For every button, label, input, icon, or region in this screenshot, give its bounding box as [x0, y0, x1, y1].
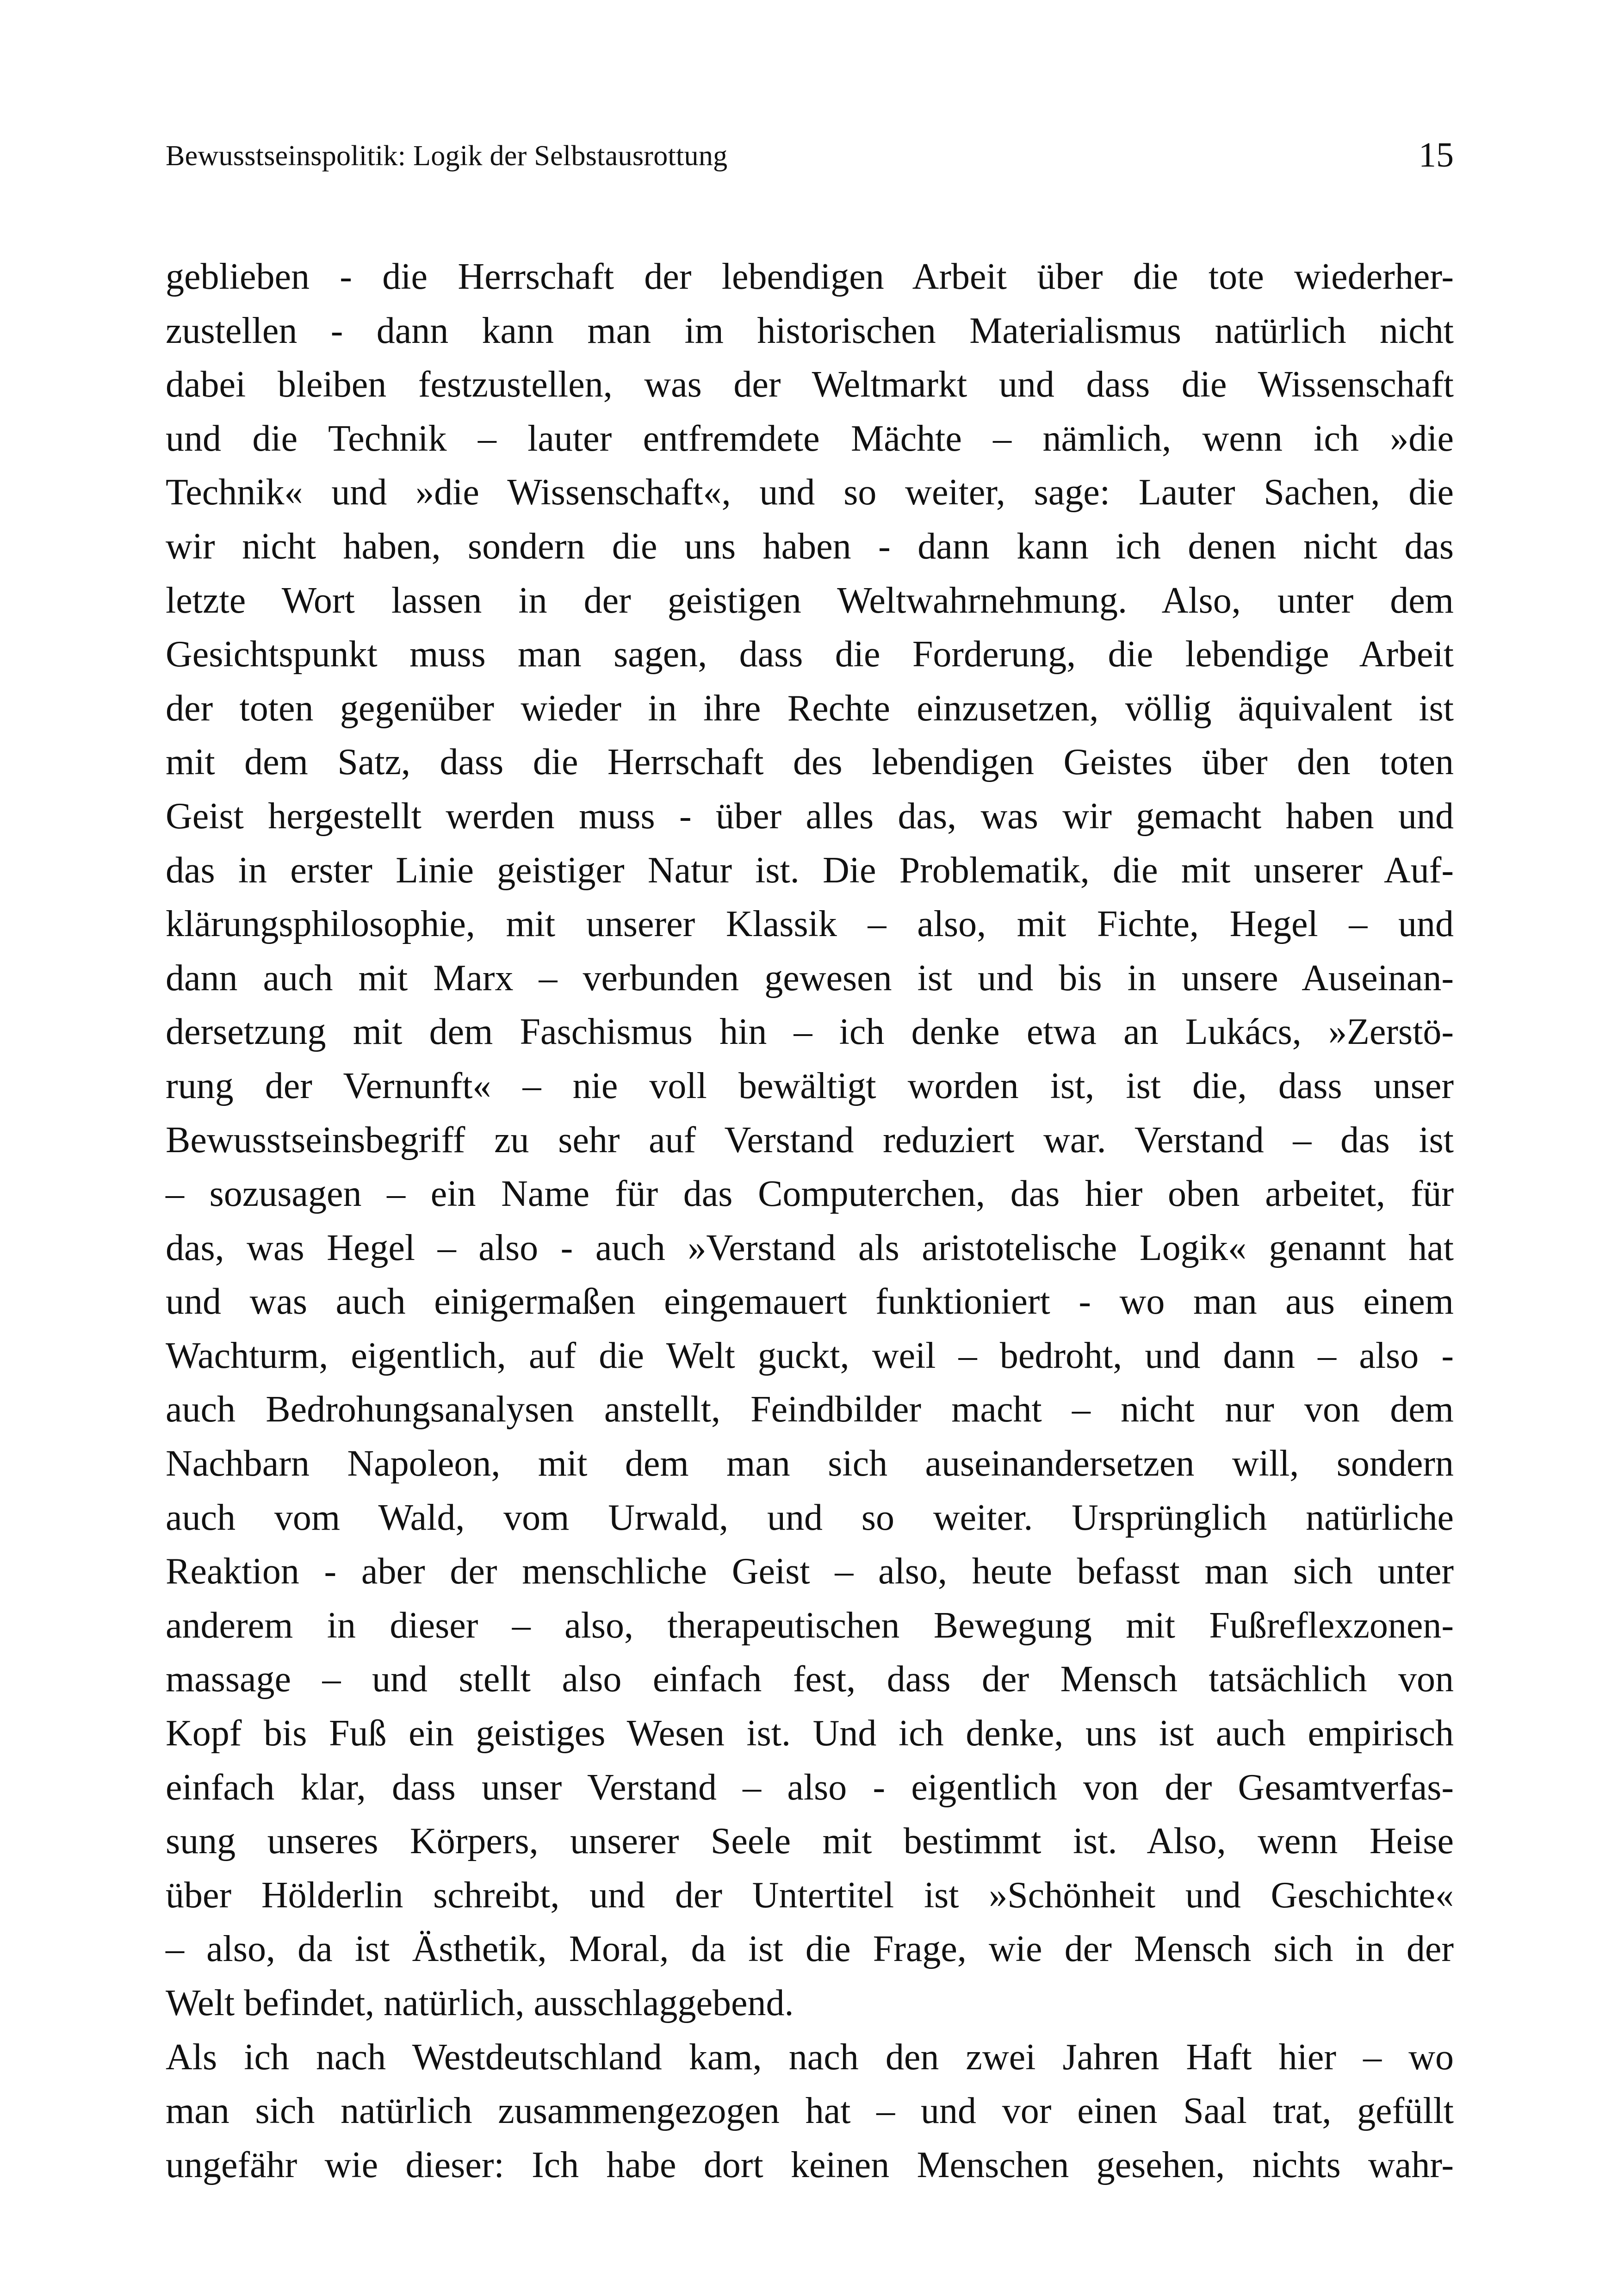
- text-line: letzte Wort lassen in der geistigen Weltwahrnehmung. Also, unter dem: [166, 580, 1454, 621]
- text-line: – sozusagen – ein Name für das Computerchen, das hier oben arbeitet, für: [166, 1173, 1454, 1215]
- text-line: einfach klar, dass unser Verstand – also - eigentlich von der Gesamtverfas-: [166, 1767, 1454, 1808]
- text-line: Welt befindet, natürlich, ausschlaggebend.: [166, 1983, 794, 2023]
- paragraph: [166, 250, 1454, 2030]
- running-header: [166, 135, 1454, 172]
- text-line: und was auch einigermaßen eingemauert funktioniert - wo man aus einem: [166, 1281, 1454, 1322]
- text-line: Reaktion - aber der menschliche Geist – also, heute befasst man sich unter: [166, 1551, 1454, 1592]
- text-line: Nachbarn Napoleon, mit dem man sich auseinandersetzen will, sondern: [166, 1443, 1454, 1484]
- text-line: über Hölderlin schreibt, und der Untertitel ist »Schönheit und Geschichte«: [166, 1874, 1454, 1916]
- text-line: Gesichtspunkt muss man sagen, dass die Forderung, die lebendige Arbeit: [166, 634, 1454, 675]
- text-line: und die Technik – lauter entfremdete Mächte – nämlich, wenn ich »die: [166, 418, 1454, 459]
- text-line: man sich natürlich zusammengezogen hat – und vor einen Saal trat, gefüllt: [166, 2091, 1454, 2132]
- text-line: dann auch mit Marx – verbunden gewesen ist und bis in unsere Auseinan-: [166, 957, 1454, 999]
- text-line: Kopf bis Fuß ein geistiges Wesen ist. Und ich denke, uns ist auch empirisch: [166, 1713, 1454, 1754]
- text-line: dersetzung mit dem Faschismus hin – ich denke etwa an Lukács, »Zerstö-: [166, 1011, 1454, 1053]
- text-line: – also, da ist Ästhetik, Moral, da ist die Frage, wie der Mensch sich in der: [166, 1929, 1454, 1970]
- text-line: Als ich nach Westdeutschland kam, nach den zwei Jahren Haft hier – wo: [166, 2036, 1454, 2078]
- page-number: 15: [1419, 136, 1454, 174]
- text-line: massage – und stellt also einfach fest, dass der Mensch tatsächlich von: [166, 1659, 1454, 1700]
- text-line: mit dem Satz, dass die Herrschaft des lebendigen Geistes über den toten: [166, 742, 1454, 783]
- text-line: Technik« und »die Wissenschaft«, und so weiter, sage: Lauter Sachen, die: [166, 472, 1454, 513]
- text-line: anderem in dieser – also, therapeutischen Bewegung mit Fußreflexzonen-: [166, 1605, 1454, 1646]
- text-line: sung unseres Körpers, unserer Seele mit bestimmt ist. Also, wenn Heise: [166, 1821, 1454, 1862]
- text-line: dabei bleiben festzustellen, was der Weltmarkt und dass die Wissenschaft: [166, 364, 1454, 405]
- text-line: zustellen - dann kann man im historischen Materialismus natürlich nicht: [166, 310, 1454, 351]
- text-line: klärungsphilosophie, mit unserer Klassik – also, mit Fichte, Hegel – und: [166, 904, 1454, 945]
- text-line: Wachturm, eigentlich, auf die Welt guckt, weil – bedroht, und dann – also -: [166, 1335, 1454, 1376]
- text-line: wir nicht haben, sondern die uns haben - dann kann ich denen nicht das: [166, 526, 1454, 567]
- text-line: das in erster Linie geistiger Natur ist. Die Problematik, die mit unserer Auf-: [166, 850, 1454, 891]
- body-text: [166, 250, 1454, 2192]
- paragraph: [166, 2030, 1454, 2192]
- text-line: Geist hergestellt werden muss - über alles das, was wir gemacht haben und: [166, 795, 1454, 837]
- text-line: rung der Vernunft« – nie voll bewältigt worden ist, ist die, dass unser: [166, 1065, 1454, 1106]
- text-line: das, was Hegel – also - auch »Verstand als aristotelische Logik« genannt hat: [166, 1227, 1454, 1268]
- text-line: Bewusstseinsbegriff zu sehr auf Verstand reduziert war. Verstand – das ist: [166, 1119, 1454, 1160]
- text-line: auch vom Wald, vom Urwald, und so weiter. Ursprünglich natürliche: [166, 1497, 1454, 1538]
- running-title: Bewusstseinspolitik: Logik der Selbstausrottung: [166, 140, 728, 172]
- text-line: der toten gegenüber wieder in ihre Rechte einzusetzen, völlig äquivalent ist: [166, 688, 1454, 729]
- text-line: auch Bedrohungsanalysen anstellt, Feindbilder macht – nicht nur von dem: [166, 1389, 1454, 1430]
- text-line: ungefähr wie dieser: Ich habe dort keinen Menschen gesehen, nichts wahr-: [166, 2144, 1454, 2185]
- text-line: geblieben - die Herrschaft der lebendigen Arbeit über die tote wiederher-: [166, 256, 1454, 297]
